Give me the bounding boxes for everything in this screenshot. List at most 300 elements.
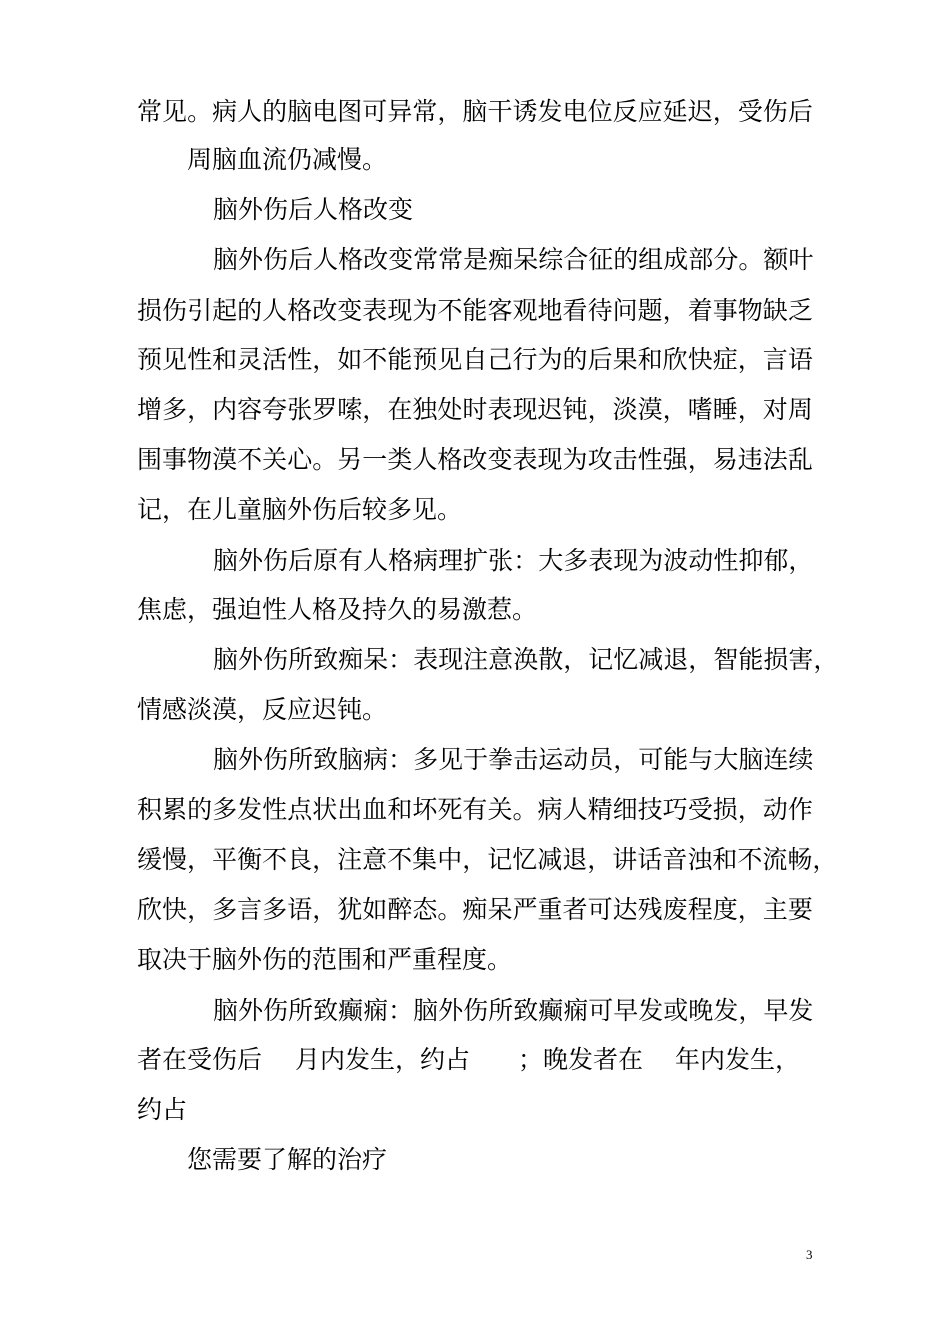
text-char: 程 <box>687 895 713 924</box>
text-line-1 <box>137 96 813 128</box>
text-char: 外 <box>238 745 264 774</box>
text-char: 外 <box>438 996 464 1025</box>
text-char: 所 <box>488 996 514 1025</box>
text-char: 强 <box>662 445 688 474</box>
text-char: 见 <box>162 345 188 374</box>
text-char: 击 <box>612 445 638 474</box>
text-char: ， <box>362 395 388 424</box>
text-char: 残 <box>637 895 663 924</box>
text-char: 分 <box>713 245 739 274</box>
text-char: 缓 <box>137 845 163 874</box>
text-char: 漠 <box>637 395 663 424</box>
text-char: 多 <box>413 745 439 774</box>
text-char: 多 <box>212 895 238 924</box>
text-char: ， <box>187 395 213 424</box>
text-char: 脑 <box>213 546 239 575</box>
text-char: 音 <box>662 845 688 874</box>
text-char: 嗜 <box>687 395 713 424</box>
text-char: 性 <box>262 795 288 824</box>
text-char: ， <box>613 745 639 774</box>
text-char: 损 <box>137 296 163 325</box>
text-char: 延 <box>662 97 688 126</box>
text-char: 损 <box>712 795 738 824</box>
text-char: 的 <box>613 245 639 274</box>
text-char: 散 <box>538 645 564 674</box>
text-char: 自 <box>462 345 488 374</box>
text-char: 达 <box>612 895 638 924</box>
text-char: 与 <box>688 745 714 774</box>
text-char: 客 <box>487 296 513 325</box>
text-char: ， <box>688 645 714 674</box>
text-char: 为 <box>638 546 664 575</box>
text-char: 症 <box>712 345 738 374</box>
text-char: 意 <box>362 845 388 874</box>
text-char: 大 <box>538 546 564 575</box>
text-char: 慢 <box>162 845 188 874</box>
text-char: 征 <box>588 245 614 274</box>
text-line-4 <box>213 244 813 276</box>
text-char: 后 <box>587 345 613 374</box>
text-char: 格 <box>287 296 313 325</box>
text-char: 能 <box>738 645 764 674</box>
text-char: 果 <box>612 345 638 374</box>
text-char: 。 <box>312 445 338 474</box>
text-char: 痫 <box>563 996 589 1025</box>
text-char: 外 <box>238 645 264 674</box>
text-char: 性 <box>287 345 313 374</box>
text-char: 人 <box>412 445 438 474</box>
text-char: 退 <box>663 645 689 674</box>
text-char: 脑 <box>213 645 239 674</box>
text-char: 如 <box>337 345 363 374</box>
text-char: ， <box>662 296 688 325</box>
text-char: 呆 <box>513 245 539 274</box>
text-char: 周 <box>787 395 813 424</box>
text-char: 要 <box>787 895 813 924</box>
text-char: 注 <box>337 845 363 874</box>
text-char: ， <box>587 845 613 874</box>
text-char: 的 <box>187 795 213 824</box>
text-char: 技 <box>637 795 663 824</box>
text-segment: 您需要了解的治疗 <box>187 1145 388 1174</box>
text-char: 格 <box>338 245 364 274</box>
text-char: ： <box>388 745 414 774</box>
text-char: 醉 <box>387 895 413 924</box>
text-char: 预 <box>412 345 438 374</box>
text-char: 能 <box>387 345 413 374</box>
text-char: 人 <box>562 795 588 824</box>
text-char: 脑 <box>462 97 488 126</box>
text-char: 记 <box>487 845 513 874</box>
text-char: 病 <box>363 745 389 774</box>
text-char: 起 <box>212 296 238 325</box>
text-char: 脑 <box>287 97 313 126</box>
text-char: 缺 <box>762 296 788 325</box>
text-char: 额 <box>763 245 789 274</box>
text-char: 晚 <box>688 996 714 1025</box>
text-char: 违 <box>737 445 763 474</box>
text-char: 抑 <box>738 546 764 575</box>
text-char: 智 <box>713 645 739 674</box>
text-char: 多 <box>162 395 188 424</box>
text-char: 对 <box>762 395 788 424</box>
text-char: 衡 <box>237 845 263 874</box>
text-char: 格 <box>388 546 414 575</box>
text-char: 忆 <box>613 645 639 674</box>
text-segment: 脑外伤后人格改变 <box>213 195 414 224</box>
text-char: 表 <box>487 395 513 424</box>
text-char: 可 <box>362 97 388 126</box>
text-char: 快 <box>162 895 188 924</box>
text-char: 不 <box>387 845 413 874</box>
text-char: 表 <box>588 546 614 575</box>
text-char: 语 <box>787 345 813 374</box>
text-char: 伤 <box>263 245 289 274</box>
text-char: ， <box>312 345 338 374</box>
text-char: 人 <box>237 97 263 126</box>
text-char: 可 <box>588 996 614 1025</box>
text-char: 嗦 <box>337 395 363 424</box>
text-char: 关 <box>262 445 288 474</box>
text-char: 点 <box>287 795 313 824</box>
text-char: 待 <box>587 296 613 325</box>
text-char: 增 <box>137 395 163 424</box>
text-char: 电 <box>312 97 338 126</box>
text-char: 一 <box>362 445 388 474</box>
text-char: 犹 <box>337 895 363 924</box>
text-char: 重 <box>537 895 563 924</box>
text-char: 现 <box>512 395 538 424</box>
text-char: 张 <box>488 546 514 575</box>
text-char: 多 <box>563 546 589 575</box>
text-segment: ；晚发者在 <box>518 1045 644 1074</box>
text-char: ， <box>712 97 738 126</box>
text-char: 所 <box>288 996 314 1025</box>
text-char: 乏 <box>787 296 813 325</box>
text-char: 现 <box>387 296 413 325</box>
text-char: 员 <box>588 745 614 774</box>
text-char: 观 <box>512 296 538 325</box>
text-char: ： <box>513 546 539 575</box>
text-line-6 <box>137 344 813 376</box>
text-char: 脑 <box>738 745 764 774</box>
text-char: ， <box>662 395 688 424</box>
text-line-19 <box>213 995 813 1027</box>
text-char: 损 <box>763 645 789 674</box>
text-char: 另 <box>337 445 363 474</box>
closing-heading <box>187 1144 387 1176</box>
text-char: 话 <box>637 845 663 874</box>
text-line-21 <box>137 1094 187 1126</box>
text-char: 异 <box>387 97 413 126</box>
text-char: 癫 <box>538 996 564 1025</box>
text-char: 病 <box>537 795 563 824</box>
text-segment: 月内发生，约占 <box>295 1045 471 1074</box>
text-char: 常 <box>412 97 438 126</box>
text-char: 乱 <box>787 445 813 474</box>
text-char: 减 <box>537 845 563 874</box>
text-char: ， <box>462 845 488 874</box>
text-char: 痴 <box>338 645 364 674</box>
text-char: 为 <box>412 296 438 325</box>
text-char: 击 <box>513 745 539 774</box>
text-char: 。 <box>437 895 463 924</box>
text-char: 常 <box>137 97 163 126</box>
text-char: 郁 <box>763 546 789 575</box>
text-char: ， <box>187 845 213 874</box>
text-char: 电 <box>562 97 588 126</box>
text-char: 拳 <box>488 745 514 774</box>
text-char: ， <box>737 895 763 924</box>
text-char: 积 <box>137 795 163 824</box>
text-char: 应 <box>637 97 663 126</box>
text-line-2 <box>187 144 387 176</box>
text-char: 不 <box>262 845 288 874</box>
text-char: ， <box>737 345 763 374</box>
text-char: 或 <box>663 996 689 1025</box>
text-char: 围 <box>137 445 163 474</box>
text-char: 痫 <box>363 996 389 1025</box>
text-char: 流 <box>762 845 788 874</box>
text-char: 脑 <box>213 996 239 1025</box>
text-char: 有 <box>338 546 364 575</box>
text-char: 变 <box>388 245 414 274</box>
text-line-10 <box>213 545 813 577</box>
text-char: 现 <box>438 645 464 674</box>
text-char: 合 <box>563 245 589 274</box>
text-char: 癫 <box>338 996 364 1025</box>
text-char: 独 <box>412 395 438 424</box>
text-char: 发 <box>537 97 563 126</box>
text-char: 伤 <box>263 745 289 774</box>
text-char: 和 <box>637 345 663 374</box>
text-char: 外 <box>238 546 264 575</box>
text-char: 后 <box>787 97 813 126</box>
text-char: 续 <box>788 745 814 774</box>
text-line-8 <box>137 444 813 476</box>
text-char: 不 <box>437 296 463 325</box>
text-char: 理 <box>438 546 464 575</box>
text-char: 巧 <box>662 795 688 824</box>
text-char: 如 <box>362 895 388 924</box>
text-line-11 <box>137 594 537 626</box>
text-char: 忆 <box>512 845 538 874</box>
text-char: 累 <box>162 795 188 824</box>
text-char: 部 <box>688 245 714 274</box>
text-char: 言 <box>762 345 788 374</box>
text-char: 血 <box>362 795 388 824</box>
text-char: 死 <box>437 795 463 824</box>
text-char: 叶 <box>788 245 814 274</box>
text-char: 发 <box>713 996 739 1025</box>
text-char: 状 <box>312 795 338 824</box>
text-char: 组 <box>638 245 664 274</box>
text-segment: 取决于脑外伤的范围和严重程度。 <box>137 945 513 974</box>
text-char: 表 <box>362 296 388 325</box>
text-char: 张 <box>287 395 313 424</box>
text-char: 所 <box>288 745 314 774</box>
text-char: 不 <box>237 445 263 474</box>
text-char: 图 <box>337 97 363 126</box>
page-number: 3 <box>806 1247 813 1262</box>
text-char: 看 <box>562 296 588 325</box>
text-char: 动 <box>563 745 589 774</box>
text-char: 。 <box>738 245 764 274</box>
text-char: 改 <box>363 245 389 274</box>
text-char: 伤 <box>162 296 188 325</box>
text-char: 坏 <box>412 795 438 824</box>
text-char: 的 <box>262 97 288 126</box>
text-char: 伤 <box>463 996 489 1025</box>
text-char: ， <box>738 996 764 1025</box>
text-char: 畅 <box>787 845 813 874</box>
text-char: 改 <box>312 296 338 325</box>
text-char: 注 <box>463 645 489 674</box>
text-char: 为 <box>562 445 588 474</box>
text-char: 灵 <box>237 345 263 374</box>
text-char: 外 <box>238 996 264 1025</box>
text-line-7 <box>137 394 813 426</box>
text-char: 人 <box>363 546 389 575</box>
text-char: 连 <box>763 745 789 774</box>
text-char: 波 <box>663 546 689 575</box>
text-segment: 约占 <box>137 1095 188 1124</box>
text-char: 脑 <box>413 996 439 1025</box>
text-line-17 <box>137 894 813 926</box>
text-char: 发 <box>788 996 814 1025</box>
text-char: 严 <box>512 895 538 924</box>
text-char: 扩 <box>463 546 489 575</box>
text-char: ， <box>737 395 763 424</box>
text-char: 出 <box>337 795 363 824</box>
text-char: 位 <box>587 97 613 126</box>
text-char: 涣 <box>513 645 539 674</box>
text-char: 外 <box>238 245 264 274</box>
text-line-12 <box>213 644 839 676</box>
text-char: ， <box>788 546 814 575</box>
text-char: ， <box>687 445 713 474</box>
text-char: 时 <box>462 395 488 424</box>
text-char: 综 <box>538 245 564 274</box>
text-char: 现 <box>537 445 563 474</box>
text-char: ： <box>388 645 414 674</box>
text-segment: 周脑血流仍减慢。 <box>187 145 388 174</box>
text-line-14 <box>213 744 813 776</box>
text-char: 题 <box>637 296 663 325</box>
text-char: 性 <box>713 546 739 575</box>
text-char: 脑 <box>213 245 239 274</box>
text-char: 伤 <box>762 97 788 126</box>
text-char: ， <box>813 645 839 674</box>
text-char: 主 <box>762 895 788 924</box>
text-char: 活 <box>262 345 288 374</box>
text-char: 干 <box>487 97 513 126</box>
text-char: 后 <box>288 245 314 274</box>
text-line-18 <box>137 944 512 976</box>
text-char: 后 <box>288 546 314 575</box>
text-char: 的 <box>237 296 263 325</box>
text-char: 。 <box>187 97 213 126</box>
text-char: 变 <box>487 445 513 474</box>
text-char: 人 <box>262 296 288 325</box>
text-char: 运 <box>538 745 564 774</box>
text-char: 为 <box>537 345 563 374</box>
text-char: 淡 <box>612 395 638 424</box>
text-char: 集 <box>412 845 438 874</box>
text-char: ， <box>563 645 589 674</box>
text-char: 可 <box>638 745 664 774</box>
text-char: 攻 <box>587 445 613 474</box>
text-char: ， <box>587 395 613 424</box>
text-char: 见 <box>162 97 188 126</box>
text-char: 退 <box>562 845 588 874</box>
text-char: 呆 <box>487 895 513 924</box>
text-char: ， <box>437 97 463 126</box>
text-char: 法 <box>762 445 788 474</box>
text-char: 态 <box>412 895 438 924</box>
text-char: 不 <box>362 345 388 374</box>
text-line-5 <box>137 295 813 327</box>
text-char: 引 <box>187 296 213 325</box>
text-segment: 者在受伤后 <box>137 1045 263 1074</box>
text-char: 是 <box>463 245 489 274</box>
text-char: 致 <box>313 996 339 1025</box>
text-char: 反 <box>612 97 638 126</box>
text-char: 易 <box>712 445 738 474</box>
text-char: 类 <box>387 445 413 474</box>
text-char: 病 <box>413 546 439 575</box>
text-char: ， <box>312 845 338 874</box>
text-char: 致 <box>313 745 339 774</box>
text-char: 表 <box>512 445 538 474</box>
text-char: 可 <box>587 895 613 924</box>
text-char: 。 <box>512 795 538 824</box>
text-char: 的 <box>562 345 588 374</box>
text-char: 伤 <box>263 645 289 674</box>
text-char: 语 <box>287 895 313 924</box>
text-segment: 记，在儿童脑外伤后较多见。 <box>137 495 463 524</box>
text-char: 意 <box>488 645 514 674</box>
text-char: 事 <box>162 445 188 474</box>
text-char: 脑 <box>213 745 239 774</box>
text-char: 和 <box>387 795 413 824</box>
text-char: 痴 <box>462 895 488 924</box>
text-char: 问 <box>612 296 638 325</box>
text-char: 格 <box>437 445 463 474</box>
text-char: 讲 <box>612 845 638 874</box>
text-char: 事 <box>712 296 738 325</box>
text-char: 能 <box>663 745 689 774</box>
text-char: 良 <box>287 845 313 874</box>
text-char: 钝 <box>562 395 588 424</box>
text-char: 地 <box>537 296 563 325</box>
text-char: 漠 <box>212 445 238 474</box>
text-char: 预 <box>137 345 163 374</box>
text-char: 夸 <box>262 395 288 424</box>
text-line-15 <box>137 794 813 826</box>
text-char: 改 <box>462 445 488 474</box>
text-char: 早 <box>613 996 639 1025</box>
text-char: ， <box>312 895 338 924</box>
text-char: 人 <box>313 245 339 274</box>
text-char: 大 <box>713 745 739 774</box>
text-char: 言 <box>237 895 263 924</box>
text-char: 睡 <box>712 395 738 424</box>
text-char: 度 <box>712 895 738 924</box>
text-char: 平 <box>212 845 238 874</box>
text-char: 快 <box>687 345 713 374</box>
text-char: 致 <box>513 996 539 1025</box>
